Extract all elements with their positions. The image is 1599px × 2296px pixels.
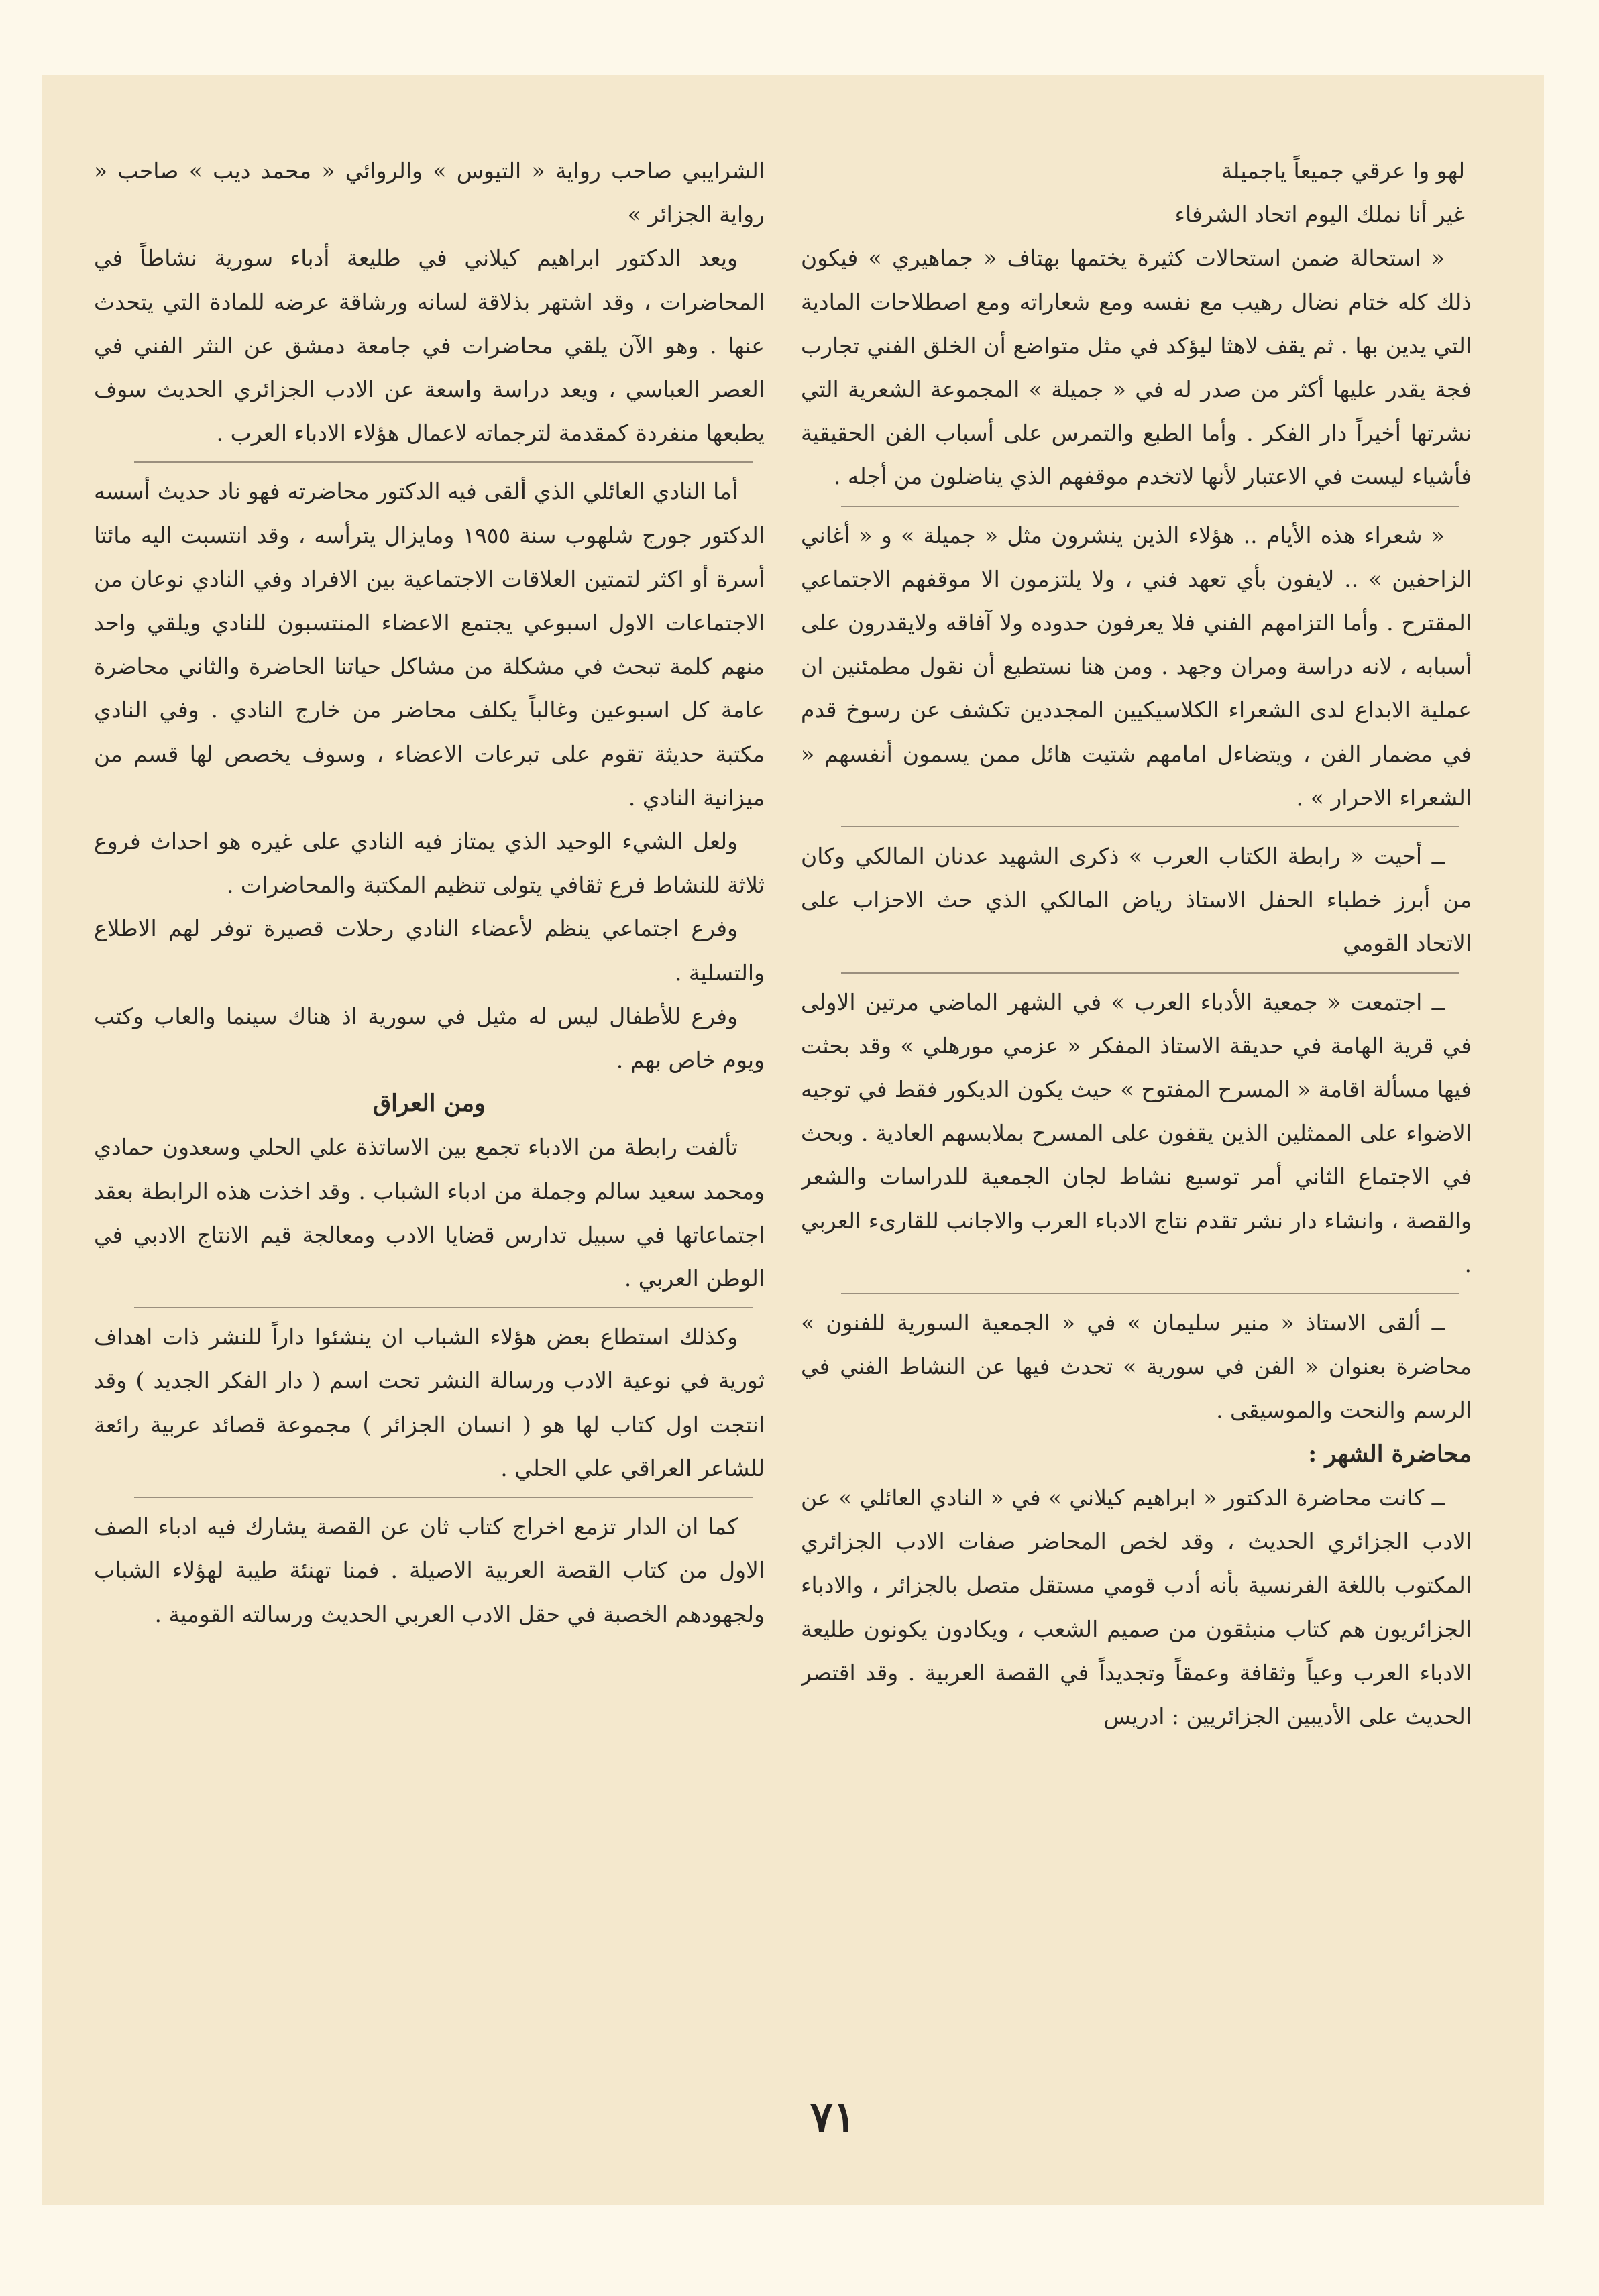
paragraph: ويعد الدكتور ابراهيم كيلاني في طليعة أدباء سورية نشاطاً في المحاضرات ، وقد اشتهر بذلاقة لسانه ورشاقة عرضه للمادة التي يتحدث عنها . وهو الآن يلقي محاضرات في جامعة دمشق عن النثر الفني في العصر العباسي ، ويعد دراسة واسعة عن الادب الجزائري الحديث سوف يطبعها منفردة كمقدمة لترجماته لاعمال هؤلاء الادباء العرب . <box>94 245 765 447</box>
right-column <box>801 149 1472 2114</box>
paragraph: الشرايبي صاحب رواية « التيوس » والروائي « محمد ديب » صاحب « رواية الجزائر » <box>94 158 765 228</box>
paragraph: وفرع اجتماعي ينظم لأعضاء النادي رحلات قصيرة توفر لهم الاطلاع والتسلية . <box>94 915 765 986</box>
divider <box>134 1497 753 1498</box>
section-heading: محاضرة الشهر : <box>1308 1440 1472 1468</box>
divider <box>134 1307 753 1308</box>
divider <box>841 972 1459 974</box>
paragraph: « استحالة ضمن استحالات كثيرة يختمها بهتاف « جماهيري » فيكون ذلك كله ختام نضال رهيب مع نفسه ومع شعاراته ومع اصطلاحات المادية التي يدين بها . ثم يقف لاهثا ليؤكد في مثل متواضع أن الخلق الفني تجارب فجة يقدر عليها أكثر من صدر له في « جميلة » المجموعة الشعرية التي نشرتها أخيراً دار الفكر . وأما الطبع والتمرس على أسباب الفن الحقيقية فأشياء ليست في الاعتبار لأنها لاتخدم موقفهم الذي يناضلون من أجله . <box>801 245 1472 490</box>
news-item: ــ اجتمعت « جمعية الأدباء العرب » في الشهر الماضي مرتين الاولى في قرية الهامة في حديقة الاستاذ المفكر « عزمي مورهلي » وقد بحثت فيها مسألة اقامة « المسرح المفتوح » حيث يكون الديكور فقط في توجيه الاضواء على الممثلين الذين يقفون على المسرح بملابسهم العادية . وبحث في الاجتماع الثاني أمر توسيع نشاط لجان الجمعية للدراسات والشعر والقصة ، وانشاء دار نشر تقدم نتاج الادباء العرب والاجانب للقارىء العربي . <box>801 988 1472 1277</box>
section-heading: ومن العراق <box>373 1090 486 1118</box>
paragraph: وفرع للأطفال ليس له مثيل في سورية اذ هناك سينما والعاب وكتب ويوم خاص بهم . <box>94 1002 765 1074</box>
poem-line: غير أنا نملك اليوم اتحاد الشرفاء <box>1174 201 1465 228</box>
magazine-page <box>42 75 1544 2205</box>
divider <box>841 826 1459 827</box>
news-item: ــ ألقى الاستاذ « منير سليمان » في « الجمعية السورية للفنون » محاضرة بعنوان « الفن في سورية » تحدث فيها عن النشاط الفني في الرسم والنحت والموسيقى . <box>801 1310 1472 1424</box>
divider <box>134 461 753 463</box>
paragraph: ولعل الشيء الوحيد الذي يمتاز فيه النادي على غيره هو احداث فروع ثلاثة للنشاط فرع ثقافي يتولى تنظيم المكتبة والمحاضرات . <box>94 828 765 899</box>
paragraph: ــ كانت محاضرة الدكتور « ابراهيم كيلاني » في « النادي العائلي » عن الادب الجزائري الحديث ، وقد لخص المحاضر صفات الادب الجزائري المكتوب باللغة الفرنسية بأنه أدب قومي مستقل متصل بالجزائر ، والادباء الجزائريون هم كتاب منبثقون من صميم الشعب ، ويكادون يكونون طليعة الادباء العرب وعياً وثقافة وعمقاً وتجديداً في القصة العربية . وقد اقتصر الحديث على الأديبين الجزائريين : ادريس <box>801 1484 1472 1729</box>
divider <box>841 506 1459 507</box>
paragraph: كما ان الدار تزمع اخراج كتاب ثان عن القصة يشارك فيه ادباء الصف الاول من كتاب القصة العربية الاصيلة . فمنا تهنئة طيبة لهؤلاء الشباب ولجهودهم الخصبة في حقل الادب العربي الحديث ورسالته القومية . <box>94 1513 765 1627</box>
page-number: ٧١ <box>810 2092 857 2142</box>
paragraph: وكذلك استطاع بعض هؤلاء الشباب ان ينشئوا داراً للنشر ذات اهداف ثورية في نوعية الادب ورسالة النشر تحت اسم ( دار الفكر الجديد ) وقد انتجت اول كتاب لها هو ( انسان الجزائر ) مجموعة قصائد عربية رائعة للشاعر العراقي علي الحلي . <box>94 1324 765 1481</box>
poem-line: لهو وا عرقي جميعاً ياجميلة <box>1221 158 1465 184</box>
paragraph: « شعراء هذه الأيام .. هؤلاء الذين ينشرون مثل « جميلة » و « أغاني الزاحفين » .. لايفون بأي تعهد فني ، ولا يلتزمون الا موقفهم الاجتماعي المقترح . وأما التزامهم الفني فلا يعرفون حدوده ولا آفاقه ولايقدرون على أسبابه ، لانه دراسة ومران وجهد . ومن هنا نستطيع أن نقول مطمئنين ان عملية الابداع لدى الشعراء الكلاسيكيين المجددين تكشف عن رسوخ قدم في مضمار الفن ، ويتضاءل امامهم شتيت هائل ممن يسمون أنفسهم « الشعراء الاحرار » . <box>801 522 1472 811</box>
news-item: ــ أحيت « رابطة الكتاب العرب » ذكرى الشهيد عدنان المالكي وكان من أبرز خطباء الحفل الاستاذ رياض المالكي الذي حث الاحزاب على الاتحاد القومي <box>801 843 1472 957</box>
paragraph: أما النادي العائلي الذي ألقى فيه الدكتور محاضرته فهو ناد حديث أسسه الدكتور جورج شلهوب سنة ١٩٥٥ ومايزال يترأسه ، وقد انتسبت اليه مائتا أسرة أو اكثر لتمتين العلاقات الاجتماعية بين الافراد وفي النادي نوعان من الاجتماعات الاول اسبوعي يجتمع الاعضاء المنتسبون للنادي ويلقي واحد منهم كلمة تبحث في مشكلة من مشاكل حياتنا الحاضرة والثاني محاضرة عامة كل اسبوعين وغالباً يكلف محاضر من خارج النادي . وفي النادي مكتبة حديثة تقوم على تبرعات الاعضاء ، وسوف يخصص لها قسم من ميزانية النادي . <box>94 478 765 811</box>
divider <box>841 1293 1459 1294</box>
left-column <box>94 149 765 2114</box>
paragraph: تألفت رابطة من الادباء تجمع بين الاساتذة علي الحلي وسعدون حمادي ومحمد سعيد سالم وجملة من ادباء الشباب . وقد اخذت هذه الرابطة بعقد اجتماعاتها في سبيل تدارس قضايا الادب ومعالجة قيم الانتاج الادبي في الوطن العربي . <box>94 1134 765 1292</box>
